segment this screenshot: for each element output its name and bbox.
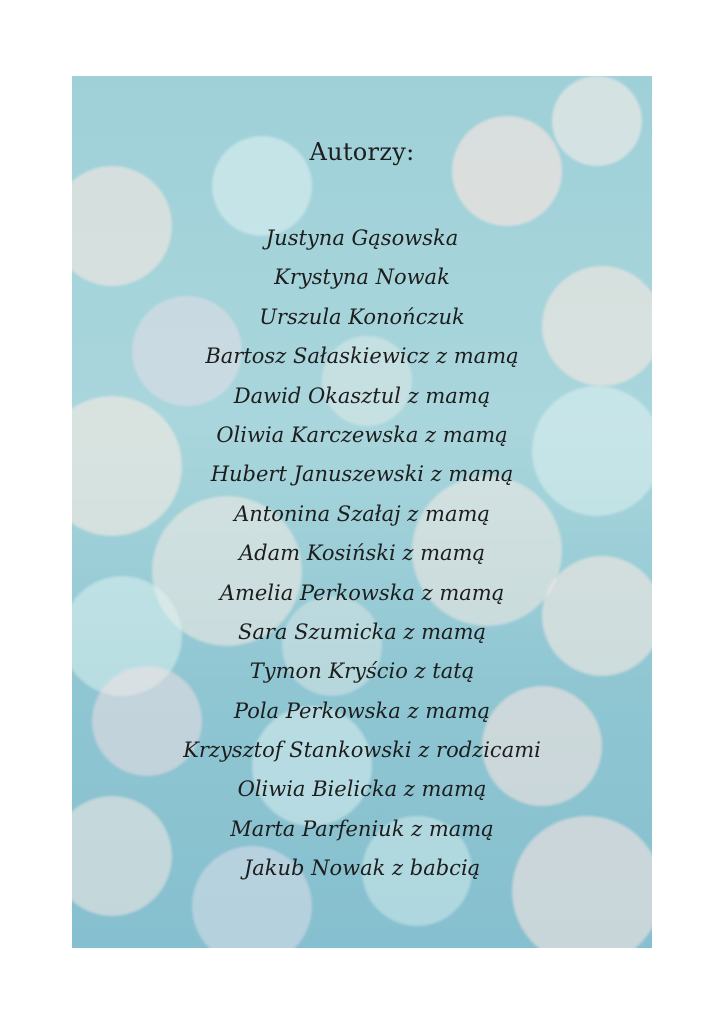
author-name: Amelia Perkowska z mamą xyxy=(219,580,505,605)
author-name: Krystyna Nowak xyxy=(274,265,450,290)
author-name: Sara Szumicka z mamą xyxy=(237,619,487,644)
author-name: Justyna Gąsowska xyxy=(265,226,459,250)
bokeh-circle xyxy=(452,116,562,226)
author-name: Antonina Szałaj z mamą xyxy=(234,501,490,526)
author-name: Jakub Nowak z babcią xyxy=(243,856,481,881)
authors-list xyxy=(72,219,652,889)
author-name: Oliwia Karczewska z mamą xyxy=(216,422,508,447)
author-name: Krzysztof Stankowski z rodzicami xyxy=(183,738,541,763)
bokeh-card xyxy=(72,76,652,948)
author-name: Oliwia Bielicka z mamą xyxy=(237,777,487,802)
author-name: Marta Parfeniuk z mamą xyxy=(230,816,494,841)
author-name: Tymon Kryścio z tatą xyxy=(249,659,475,684)
author-name: Urszula Konończuk xyxy=(259,304,465,329)
author-name: Adam Kosiński z mamą xyxy=(238,541,485,566)
author-name: Pola Perkowska z mamą xyxy=(233,698,491,723)
author-name: Dawid Okasztul z mamą xyxy=(233,383,491,408)
page-title: Autorzy: xyxy=(309,138,415,166)
author-name: Hubert Januszewski z mamą xyxy=(210,462,514,487)
author-name: Bartosz Sałaskiewicz z mamą xyxy=(205,344,519,369)
